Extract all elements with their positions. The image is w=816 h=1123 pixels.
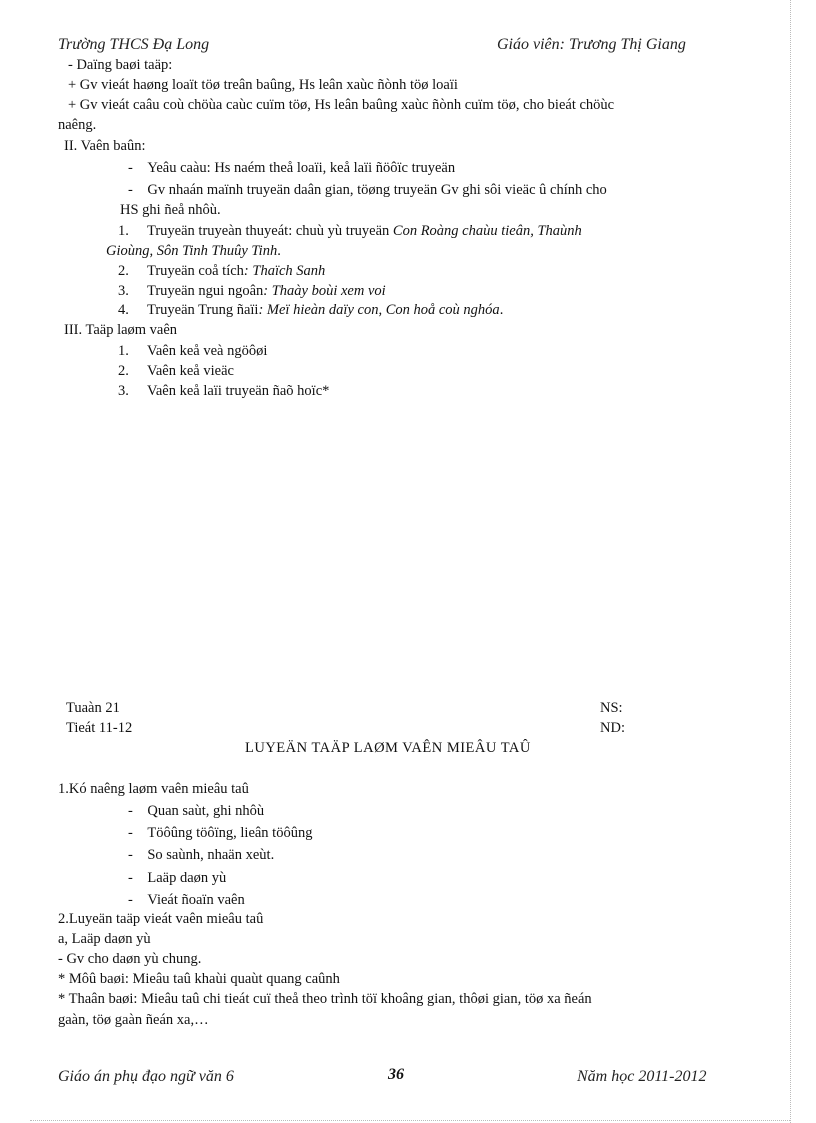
item-number: 1. <box>118 343 129 359</box>
item-text: Truyeän Trung ñaïi <box>147 302 259 318</box>
item-number: 2. <box>118 263 129 279</box>
footer-year: Năm học 2011-2012 <box>577 1068 707 1085</box>
section-2-item-1-cont <box>106 243 281 260</box>
section-2-item-1 <box>118 223 582 240</box>
item-text: Truyeän ngui ngoân <box>147 283 264 299</box>
practice-heading: 2.Luyeän taäp vieát vaên mieâu taû <box>58 911 264 927</box>
skill-text: Laäp daøn yù <box>147 870 227 886</box>
lesson-period: Tieát 11-12 <box>66 720 133 736</box>
section-2-dash-1: - Yeâu caàu: Hs naém theå loaïi, keå laïi ñöôïc truyeän <box>128 160 456 176</box>
item-italic-cont: Gioùng, Sôn Tinh Thuûy Tinh <box>106 243 278 259</box>
header-school: Trường THCS Đạ Long <box>58 36 210 53</box>
lesson-week: Tuaàn 21 <box>66 700 120 716</box>
skill-item: - Vieát ñoaïn vaên <box>128 892 245 908</box>
item-italic: : Thaày boùi xem voi <box>263 283 386 299</box>
item-italic: : Thaïch Sanh <box>243 263 326 279</box>
skill-item: - Töôûng töôïng, lieân töôûng <box>128 825 313 841</box>
exercise-type-line: - Daïng baøi taäp: <box>68 57 173 73</box>
skill-text: So saùnh, nhaän xeùt. <box>147 847 275 863</box>
item-text: Vaên keå laïi truyeän ñaõ hoïc* <box>147 383 330 399</box>
section-3-item-2 <box>118 363 234 380</box>
item-italic: Con Roàng chaùu tieân, Thaùnh <box>392 223 582 239</box>
section-3-item-3 <box>118 383 329 400</box>
section-3-heading: III. Taäp laøm vaên <box>64 322 178 338</box>
section-2-item-2 <box>118 263 325 280</box>
lesson-ns: NS: <box>600 700 623 716</box>
item-text: Truyeän truyeàn thuyeát: chuù yù truyeän <box>147 223 393 239</box>
section-2-dash-2: - Gv nhaán maïnh truyeän daân gian, töøng truyeän Gv ghi sôi vieäc û chính cho <box>128 182 607 198</box>
item-text: Truyeän coå tích <box>147 263 244 279</box>
skill-item: - So saùnh, nhaän xeùt. <box>128 847 275 863</box>
exercise-line-2b: naêng. <box>58 117 97 133</box>
skill-item: - Quan saùt, ghi nhôù <box>128 803 265 819</box>
page-border-bottom <box>30 1120 790 1121</box>
item-italic: : Meï hieàn daïy con, Con hoå coù nghóa <box>258 302 500 318</box>
exercise-line-1: + Gv vieát haøng loaït töø treân baûng, Hs leân xaùc ñònh töø loaïi <box>68 77 458 93</box>
item-number: 3. <box>118 283 129 299</box>
page-border-right <box>790 0 791 1123</box>
section-3-item-1 <box>118 343 267 360</box>
item-number: 3. <box>118 383 129 399</box>
footer-course: Giáo án phụ đạo ngữ văn 6 <box>58 1068 234 1085</box>
skill-text: Töôûng töôïng, lieân töôûng <box>147 825 313 841</box>
section-2-dash-2b: HS ghi ñeå nhôù. <box>120 202 221 218</box>
item-number: 2. <box>118 363 129 379</box>
skill-text: Quan saùt, ghi nhôù <box>147 803 265 819</box>
section-2-item-4 <box>118 302 503 319</box>
outline-line: - Gv cho daøn yù chung. <box>58 951 202 967</box>
dash-1-text: Yeâu caàu: Hs naém theå loaïi, keå laïi ñöôïc truyeän <box>147 160 456 176</box>
item-text: Vaên keå veà ngöôøi <box>147 343 268 359</box>
lesson-title: LUYEÄN TAÄP LAØM VAÊN MIEÂU TAÛ <box>245 740 531 756</box>
page-number: 36 <box>388 1066 404 1083</box>
dash-2-text: Gv nhaán maïnh truyeän daân gian, töøng truyeän Gv ghi sôi vieäc û chính cho <box>147 182 607 198</box>
item-number: 4. <box>118 302 129 318</box>
outline-subheading: a, Laäp daøn yù <box>58 931 151 947</box>
outline-body-cont: gaàn, töø gaàn ñeán xa,… <box>58 1012 209 1028</box>
section-2-item-3 <box>118 283 386 300</box>
item-text: Vaên keå vieäc <box>147 363 234 379</box>
skill-item: - Laäp daøn yù <box>128 870 227 886</box>
exercise-line-2a: + Gv vieát caâu coù chöùa caùc cuïm töø, Hs leân baûng xaùc ñònh cuïm töø, cho bieát chöùc <box>68 97 615 113</box>
item-end: . <box>277 243 281 259</box>
header-teacher: Giáo viên: Trương Thị Giang <box>497 36 686 53</box>
section-2-heading: II. Vaên baûn: <box>64 138 146 154</box>
item-end: . <box>499 302 504 318</box>
lesson-nd: ND: <box>600 720 625 736</box>
outline-body: * Thaân baøi: Mieâu taû chi tieát cuï theå theo trình töï khoâng gian, thôøi gian, töø xa ñeán <box>58 991 592 1007</box>
skill-text: Vieát ñoaïn vaên <box>147 892 245 908</box>
skills-heading: 1.Kó naêng laøm vaên mieâu taû <box>58 781 249 797</box>
item-number: 1. <box>118 223 129 239</box>
outline-intro: * Môû baøi: Mieâu taû khaùi quaùt quang caûnh <box>58 971 340 987</box>
